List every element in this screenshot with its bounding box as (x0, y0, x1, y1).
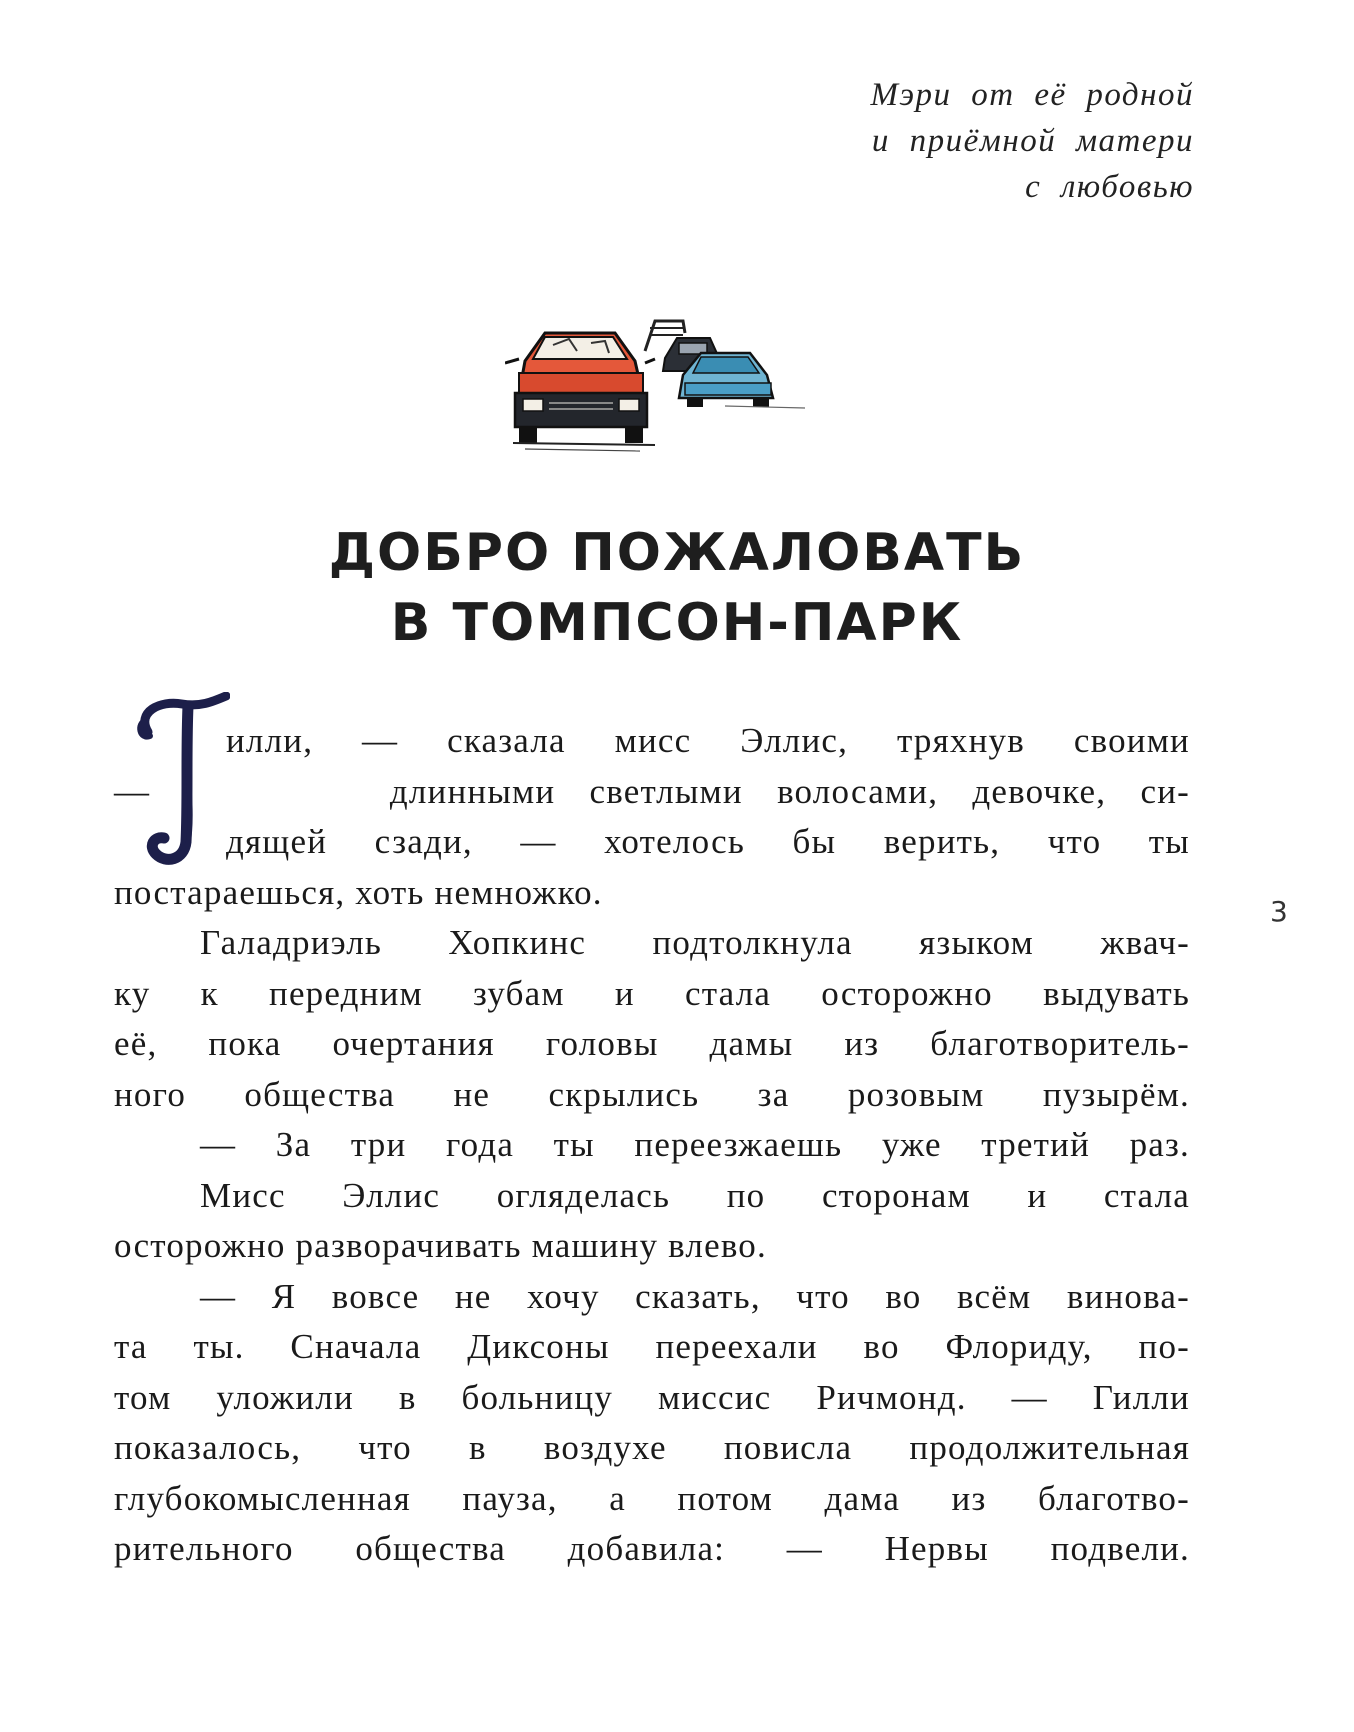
cars-illustration (505, 313, 815, 458)
chapter-title-line: В ТОМПСОН-ПАРК (390, 593, 964, 653)
epigraph (870, 72, 1194, 210)
text-line: ного общества не скрылись за розовым пузырём. (114, 1074, 1190, 1114)
text-line: та ты. Сначала Диксоны переехали во Флориду, по- (114, 1327, 1190, 1366)
body-text (114, 716, 1190, 1575)
epigraph-line: с любовью (1025, 169, 1194, 205)
text-line: осторожно разворачивать машину влево. (114, 1226, 767, 1265)
text-line: её, пока очертания головы дамы из благотворитель- (114, 1024, 1190, 1063)
text-line: рительного общества добавила: — Нервы подвели. (114, 1529, 1190, 1568)
epigraph-line: Мэри от её родной (870, 77, 1194, 113)
chapter-title (0, 518, 1354, 658)
blue-car (679, 353, 805, 408)
epigraph-line: и приёмной матери (871, 123, 1194, 159)
text-line: — Я вовсе не хочу сказать, что во всём винова- (200, 1276, 1190, 1316)
red-car (505, 333, 655, 451)
text-line: Мисс Эллис огляделась по сторонам и стала (200, 1175, 1190, 1215)
text-line: илли, — сказала мисс Эллис, тряхнув своими (226, 721, 1190, 760)
chapter-title-line: ДОБРО ПОЖАЛОВАТЬ (328, 523, 1026, 583)
text-line: показалось, что в воздухе повисла продолжительная (114, 1428, 1190, 1467)
text-line: постараешься, хоть немножко. (114, 872, 603, 912)
text-line (114, 767, 1190, 818)
dash-before-dropcap: — (114, 771, 390, 811)
text-line: дящей сзади, — хотелось бы верить, что ты (226, 822, 1190, 861)
text-line-content: длинными светлыми волосами, девочке, си- (389, 771, 1190, 811)
text-line: том уложили в больницу миссис Ричмонд. — Гилли (114, 1377, 1190, 1417)
text-line: глубокомысленная пауза, а потом дама из благотво- (114, 1478, 1190, 1518)
text-line: — За три года ты переезжаешь уже третий раз. (200, 1125, 1190, 1164)
page-number: 3 (1270, 895, 1288, 928)
text-line: ку к передним зубам и стала осторожно выдувать (114, 973, 1190, 1013)
text-line: Галадриэль Хопкинс подтолкнула языком жвач- (200, 923, 1190, 962)
